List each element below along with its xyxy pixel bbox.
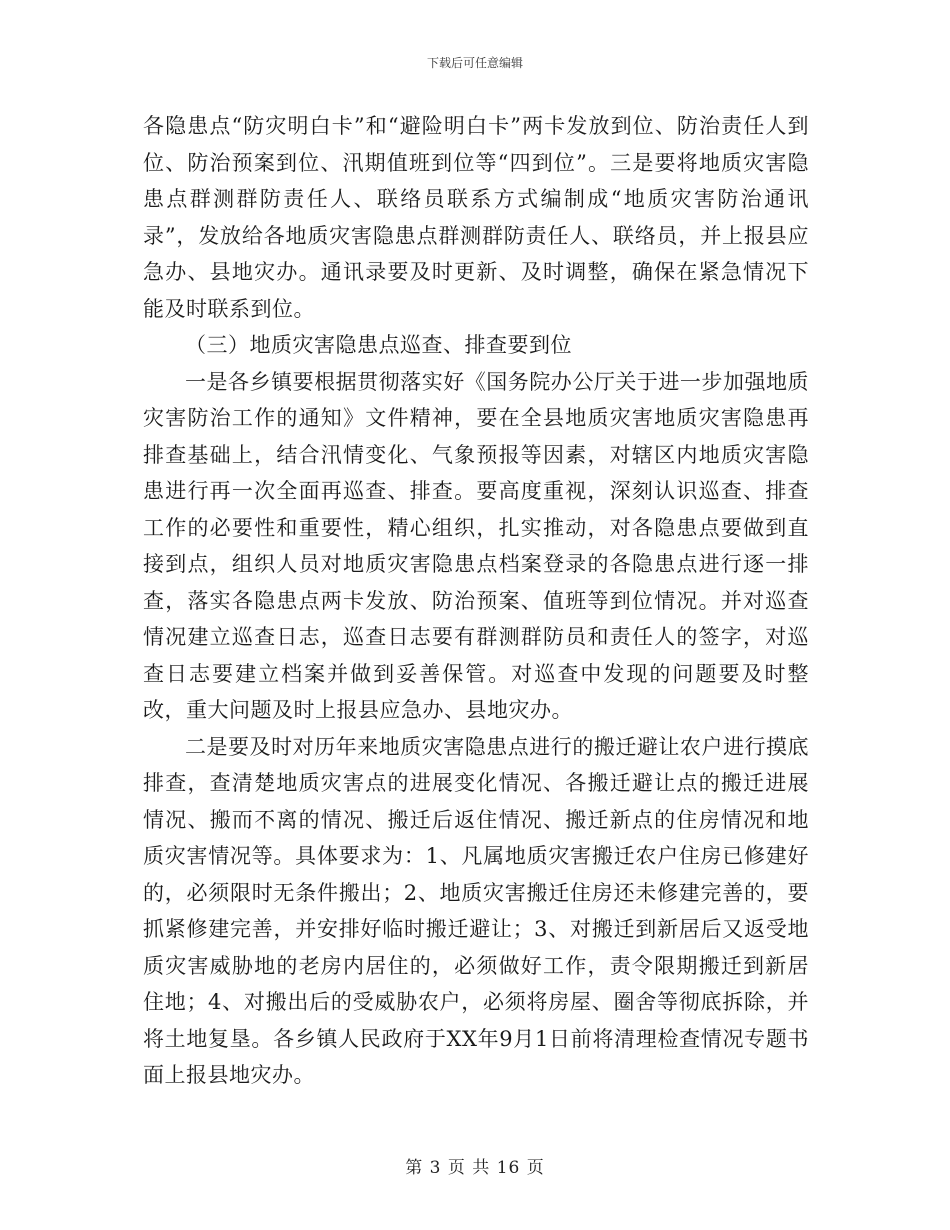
page-footer: 第 3 页 共 16 页 [405, 1158, 545, 1178]
paragraph-inspection: 一是各乡镇要根据贯彻落实好《国务院办公厅关于进一步加强地质灾害防治工作的通知》文件精神，要在全县地质灾害地质灾害隐患再排查基础上，结合汛情变化、气象预报等因素，对辖区内地质灾害隐患进行再一次全面再巡查、排查。要高度重视，深刻认识巡查、排查工作的必要性和重要性，精心组织，扎实推动，对各隐患点要做到直接到点，组织人员对地质灾害隐患点档案登录的各隐患点进行逐一排查，落实各隐患点两卡发放、防治预案、值班等到位情况。并对巡查情况建立巡查日志，巡查日志要有群测群防员和责任人的签字，对巡查日志要建立档案并做到妥善保管。对巡查中发现的问题要及时整改，重大问题及时上报县应急办、县地灾办。 [143, 369, 809, 722]
page-header: 下载后可任意编辑 [426, 56, 523, 70]
paragraph-relocation: 二是要及时对历年来地质灾害隐患点进行的搬迁避让农户进行摸底排查，查清楚地质灾害点的进展变化情况、各搬迁避让点的搬迁进展情况、搬而不离的情况、搬迁后返住情况、搬迁新点的住房情况和地质灾害情况等。具体要求为：1、凡属地质灾害搬迁农户住房已修建好的，必须限时无条件搬出；2、地质灾害搬迁住房还未修建完善的，要抓紧修建完善，并安排好临时搬迁避让；3、对搬迁到新居后又返受地质灾害威胁地的老房内居住的，必须做好工作，责令限期搬迁到新居住地；4、对搬出后的受威胁农户，必须将房屋、圈舍等彻底拆除，并将土地复垦。各乡镇人民政府于XX年9月1日前将清理检查情况专题书面上报县地灾办。 [143, 734, 809, 1087]
section-heading: （三）地质灾害隐患点巡查、排查要到位 [185, 333, 572, 357]
paragraph-continuation: 各隐患点“防灾明白卡”和“避险明白卡”两卡发放到位、防治责任人到位、防治预案到位、汛期值班到位等“四到位”。三是要将地质灾害隐患点群测群防责任人、联络员联系方式编制成“地质灾害防治通讯录”，发放给各地质灾害隐患点群测群防责任人、联络员，并上报县应急办、县地灾办。通讯录要及时更新、及时调整，确保在紧急情况下能及时联系到位。 [143, 114, 809, 321]
document-body [143, 108, 809, 1094]
